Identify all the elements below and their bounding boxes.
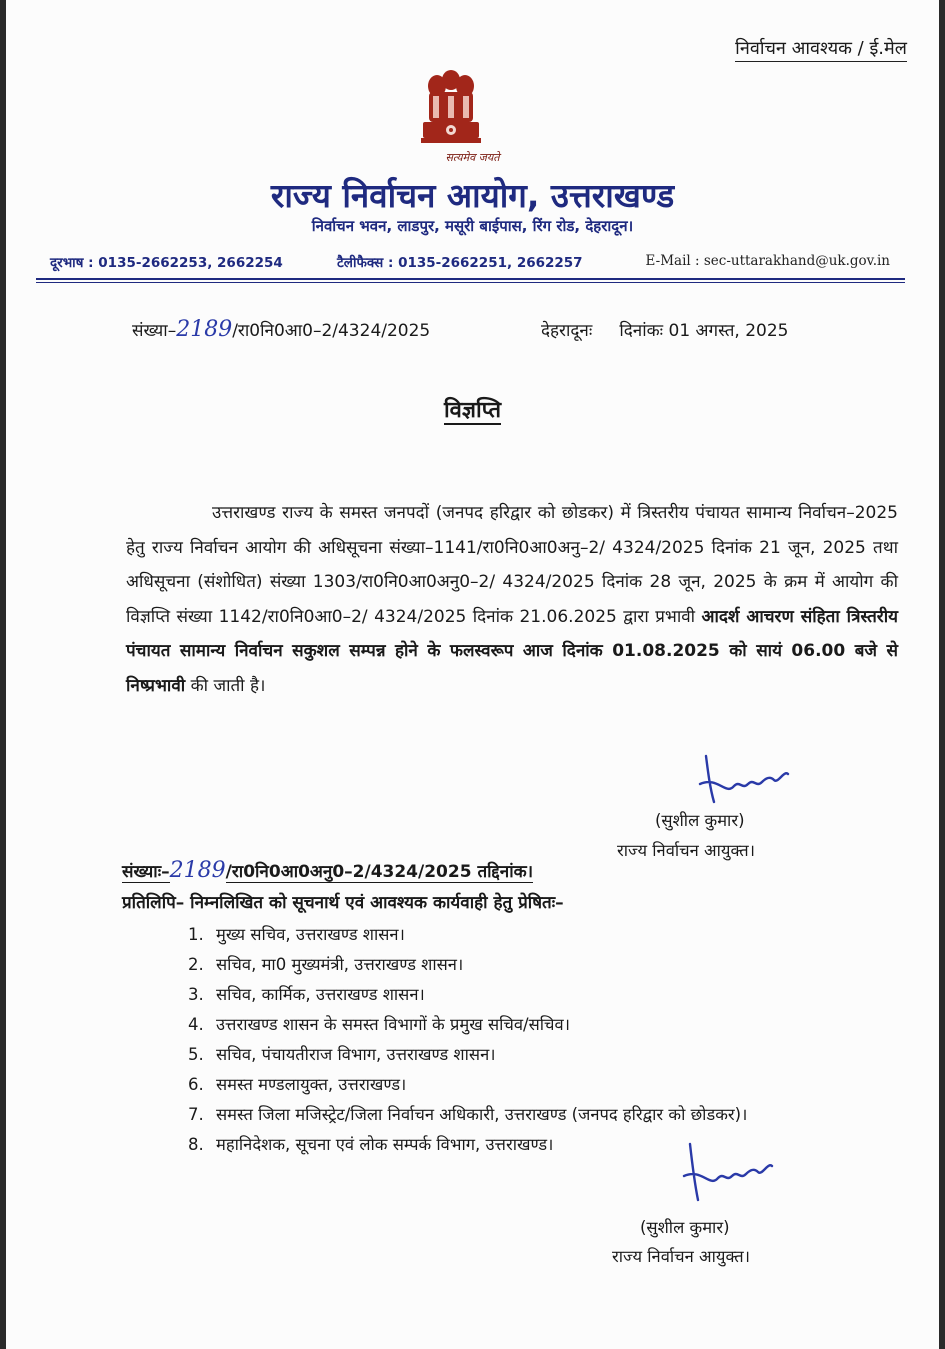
phone-numbers: दूरभाष : 0135-2662253, 2662254 [50,255,283,271]
organization-address: निर्वाचन भवन, लाडपुर, मसूरी बाईपास, रिंग रोड, देहरादून। [311,217,634,235]
signatory-title: राज्य निर्वाचन आयुक्त। [617,841,755,860]
email-address: E-Mail : sec-uttarakhand@uk.gov.in [645,253,890,269]
signatory-title-copy: राज्य निर्वाचन आयुक्त। [612,1247,750,1266]
notice-heading: विज्ञप्ति [443,398,502,423]
date: दिनांकः 01 अगस्त, 2025 [619,321,789,341]
copy-reference-number: संख्याः–2189/रा0नि0आ0अनु0–2/4324/2025 तद्दिनांक। [122,858,534,883]
copy-recipient-list [160,920,895,1160]
reference-number: संख्या–2189/रा0नि0आ0–2/4324/2025 [132,317,431,342]
notice-body: उत्तराखण्ड राज्य के समस्त जनपदों (जनपद हरिद्वार को छोडकर) में त्रिस्तरीय पंचायत सामान्य निर्वाचन–2025 हेतु राज्य निर्वाचन आयोग की अधिसूचना संख्या–1141/रा0नि0आ0अनु–2/ 4324/2025 दिनांक 21 जून, 2025 तथा अधिसूचना (संशोधित) संख्या 1303/रा0नि0आ0अनु0–2/ 4324/2025 दिनांक 28 जून, 2025 के क्रम में आयोग की विज्ञप्ति संख्या 1142/रा0नि0आ0–2/ 4324/2025 दिनांक 21.06.2025 द्वारा प्रभावी आदर्श आचरण संहिता त्रिस्तरीय पंचायत सामान्य निर्वाचन सकुशल सम्पन्न होने के फलस्वरूप आज दिनांक 01.08.2025 को सायं 06.00 बजे से निष्प्रभावी की जाती है। [126,503,898,696]
handwritten-reference-number: 2189 [176,317,233,342]
notice-body-emphasis: आदर्श आचरण संहिता त्रिस्तरीय पंचायत सामान्य निर्वाचन सकुशल सम्पन्न होने के फलस्वरूप आज दिनांक 01.08.2025 को सायं 06.00 बजे से निष्प्रभावी [126,606,898,696]
letterhead-divider [36,278,905,280]
signature-icon [676,1140,816,1210]
handwritten-copy-number: 2189 [169,858,226,883]
copy-intro: प्रतिलिपि– निम्नलिखित को सूचनार्थ एवं आवश्यक कार्यवाही हेतु प्रेषितः– [122,893,564,913]
list-item: 8. महानिदेशक, सूचना एवं लोक सम्पर्क विभाग, उत्तराखण्ड। [188,1135,554,1154]
place: देहरादूनः [541,321,593,341]
list-item: 6. समस्त मण्डलायुक्त, उत्तराखण्ड। [188,1075,407,1094]
list-item: 1. मुख्य सचिव, उत्तराखण्ड शासन। [188,925,405,944]
list-item: 2. सचिव, मा0 मुख्यमंत्री, उत्तराखण्ड शासन। [188,955,464,974]
fax-numbers: टैलीफैक्स : 0135-2662251, 2662257 [337,255,583,271]
list-item: 4. उत्तराखण्ड शासन के समस्त विभागों के प्रमुख सचिव/सचिव। [188,1015,570,1034]
top-right-note: निर्वाचन आवश्यक / ई.मेल [735,36,907,62]
list-item: 7. समस्त जिला मजिस्ट्रेट/जिला निर्वाचन अधिकारी, उत्तराखण्ड (जनपद हरिद्वार को छोडकर)। [188,1105,748,1124]
letterhead-divider-thin [36,282,905,283]
list-item: 5. सचिव, पंचायतीराज विभाग, उत्तराखण्ड शासन। [188,1045,496,1064]
signatory-name: (सुशील कुमार) [655,811,745,830]
organization-title: राज्य निर्वाचन आयोग, उत्तराखण्ड [270,176,675,215]
emblem-motto: सत्यमेव जयते [445,151,500,164]
list-item: 3. सचिव, कार्मिक, उत्तराखण्ड शासन। [188,985,425,1004]
signatory-name-copy: (सुशील कुमार) [640,1218,730,1237]
reference-place-date [541,318,788,341]
